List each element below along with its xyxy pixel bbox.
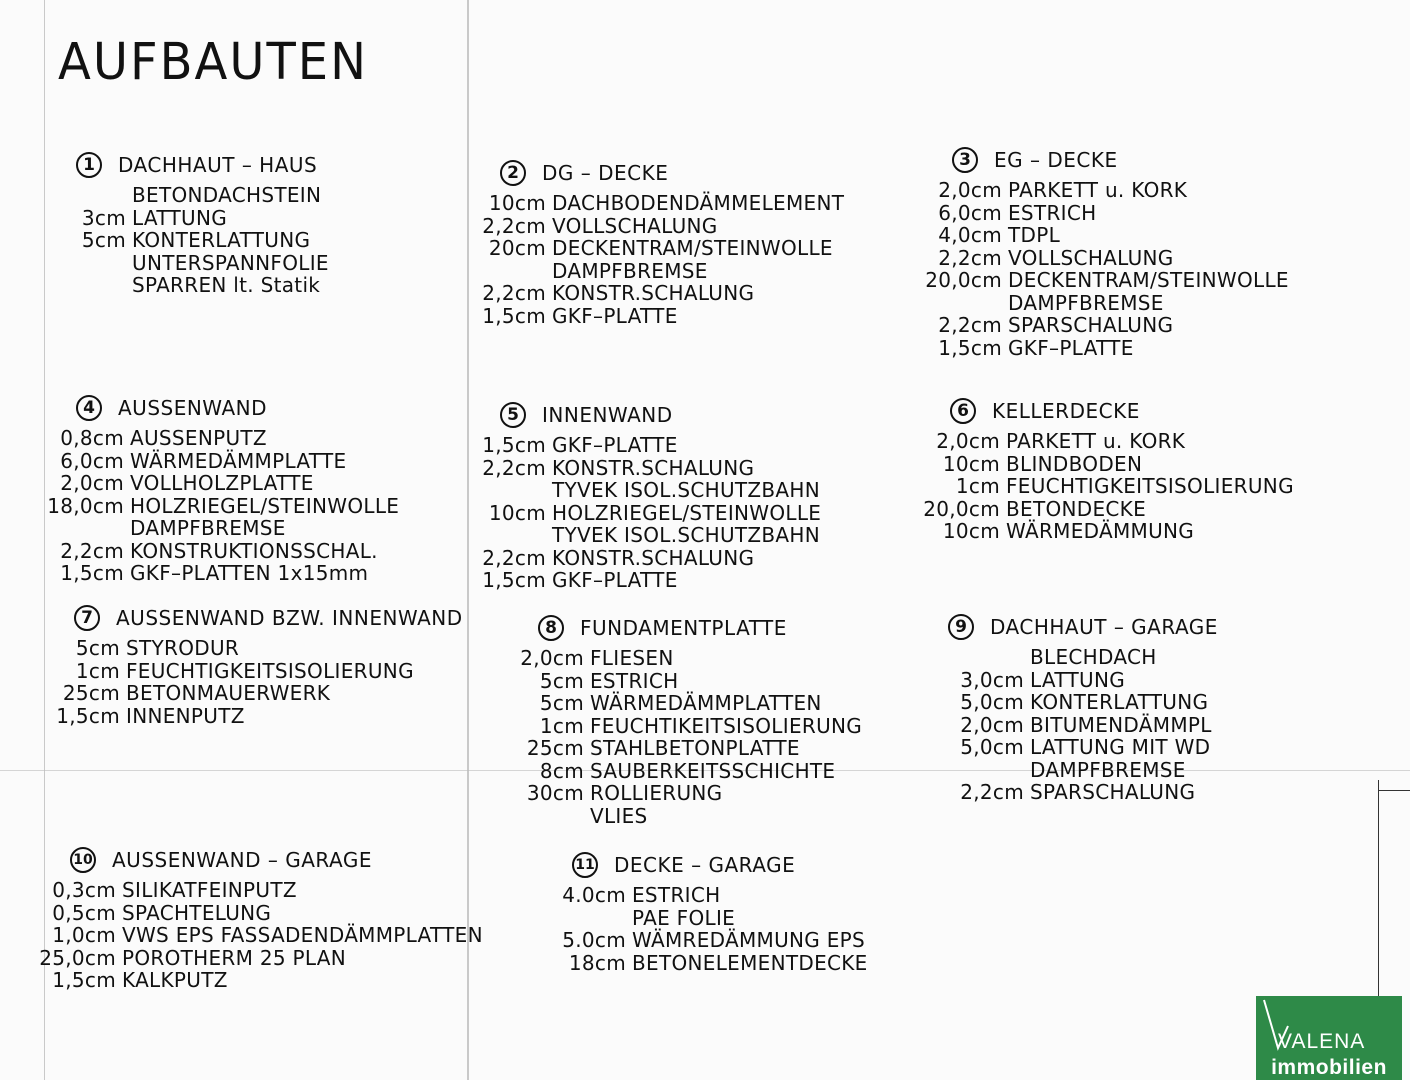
layer-row [548, 929, 868, 952]
layer-row [548, 884, 868, 907]
layer-material: ROLLIERUNG [590, 781, 723, 805]
layer-row [548, 952, 868, 975]
layer-row [478, 215, 844, 238]
layer-thickness: 5,0cm [960, 690, 1024, 714]
layer-row [470, 569, 821, 592]
layer-material: DAMPFBREMSE [1030, 757, 1186, 782]
layer-material: WÄRMEDÄMMUNG [1006, 519, 1195, 543]
layer-thickness: 10cm [488, 500, 546, 525]
layer-row [508, 805, 862, 828]
layer-thickness: 2,0cm [520, 646, 584, 670]
layer-row [904, 520, 1294, 543]
section-number-badge: 11 [572, 852, 598, 878]
section-number-badge: 9 [948, 614, 974, 640]
layer-material: DAMPFBREMSE [552, 258, 708, 283]
layer-row [928, 781, 1218, 804]
layer-material: FLIESEN [590, 646, 674, 670]
layer-thickness [478, 260, 552, 283]
layer-row [508, 692, 862, 715]
layer-row [40, 705, 463, 728]
section-number-badge: 1 [76, 152, 102, 178]
layer-row [38, 540, 399, 563]
layer-row [470, 547, 821, 570]
layer-material: SAUBERKEITSSCHICHTE [590, 758, 836, 783]
layer-thickness: 1cm [75, 658, 120, 683]
section-title-text: DACHHAUT – GARAGE [990, 614, 1218, 639]
section-title [904, 396, 1294, 426]
section-title-text: AUSSENWAND BZW. INNENWAND [116, 605, 463, 630]
layer-thickness [928, 759, 1030, 782]
layer-thickness: 2,2cm [482, 281, 546, 305]
layer-thickness: 2,2cm [60, 538, 124, 563]
layer-material: STAHLBETONPLATTE [590, 736, 800, 760]
layer-material: VOLLSCHALUNG [552, 213, 718, 238]
layer-row [928, 669, 1218, 692]
layer-material: DECKENTRAM/STEINWOLLE [552, 236, 833, 260]
section-10 [18, 845, 483, 992]
layer-material: DAMPFBREMSE [130, 516, 286, 540]
layer-thickness: 10cm [488, 191, 546, 215]
layer-material: KALKPUTZ [122, 968, 228, 992]
layer-row [478, 260, 844, 283]
layer-material: KONTERLATTUNG [132, 228, 311, 252]
frame-line [1378, 790, 1410, 791]
section-5 [470, 400, 821, 592]
layer-thickness: 2,2cm [938, 245, 1002, 270]
layer-row [478, 282, 844, 305]
layer-row [70, 274, 329, 297]
layer-thickness: 2,2cm [960, 780, 1024, 804]
section-4 [38, 393, 399, 585]
layer-material: PARKETT u. KORK [1006, 429, 1186, 453]
layer-row [906, 247, 1289, 270]
section-title [906, 145, 1289, 175]
layer-row [38, 450, 399, 473]
layer-thickness [70, 184, 132, 207]
layer-row [478, 237, 844, 260]
section-title-text: INNENWAND [542, 402, 673, 427]
layer-material: SPARSCHALUNG [1030, 780, 1196, 804]
layer-material: HOLZRIEGEL/STEINWOLLE [552, 500, 822, 525]
layer-row [928, 759, 1218, 782]
section-title-text: KELLERDECKE [992, 398, 1140, 423]
section-title [928, 612, 1218, 642]
layer-thickness: 18,0cm [47, 493, 124, 518]
layer-thickness: 5cm [539, 691, 584, 715]
layer-row [18, 924, 483, 947]
layer-row [906, 179, 1289, 202]
layer-thickness: 2,0cm [936, 429, 1000, 453]
layer-material: UNTERSPANNFOLIE [132, 250, 329, 275]
layer-thickness [928, 646, 1030, 669]
layer-row [70, 252, 329, 275]
layer-thickness: 30cm [526, 781, 584, 805]
valena-logo [1256, 996, 1402, 1080]
layer-material: STYRODUR [126, 636, 240, 660]
section-number-badge: 6 [950, 398, 976, 424]
layer-row [40, 660, 463, 683]
layer-material: SPARSCHALUNG [1008, 313, 1174, 337]
layer-thickness: 0,5cm [52, 900, 116, 925]
layer-row [508, 715, 862, 738]
layer-thickness: 10cm [942, 519, 1000, 543]
layer-row [906, 292, 1289, 315]
layer-thickness: 25cm [62, 681, 120, 705]
layer-row [508, 647, 862, 670]
layer-thickness: 2,0cm [938, 178, 1002, 202]
layer-row [904, 475, 1294, 498]
layer-row [18, 879, 483, 902]
section-1 [70, 150, 329, 297]
layer-thickness: 20cm [488, 236, 546, 260]
layer-thickness: 1,5cm [60, 561, 124, 585]
layer-material: WÄRMEDÄMMPLATTEN [590, 691, 822, 715]
layer-thickness: 1,5cm [482, 568, 546, 592]
layer-thickness [70, 252, 132, 275]
section-title [508, 613, 862, 643]
layer-row [70, 207, 329, 230]
section-number-badge: 5 [500, 402, 526, 428]
layer-thickness: 25cm [526, 736, 584, 760]
layer-thickness: 1,5cm [482, 433, 546, 457]
layer-row [70, 229, 329, 252]
layer-material: BETONDACHSTEIN [132, 183, 322, 207]
section-title [478, 158, 844, 188]
layer-row [470, 524, 821, 547]
layer-row [38, 495, 399, 518]
layer-thickness: 2,2cm [482, 455, 546, 480]
layer-material: KONSTR.SCHALUNG [552, 281, 755, 305]
section-number-badge: 8 [538, 615, 564, 641]
logo-name: VALENA [1278, 1030, 1366, 1053]
layer-material: TYVEK ISOL.SCHUTZBAHN [552, 478, 821, 502]
layer-row [38, 472, 399, 495]
layer-material: LATTUNG [1030, 667, 1126, 692]
layer-material: LATTUNG MIT WD [1030, 735, 1211, 759]
logo-sub: immobilien [1271, 1056, 1387, 1079]
layer-material: VLIES [590, 803, 648, 828]
layer-material: VOLLHOLZPLATTE [130, 471, 314, 495]
layer-material: VOLLSCHALUNG [1008, 245, 1174, 270]
layer-row [928, 691, 1218, 714]
layer-row [906, 337, 1289, 360]
layer-row [38, 562, 399, 585]
layer-thickness: 4.0cm [562, 883, 626, 907]
layer-material: BITUMENDÄMMPL [1030, 712, 1212, 737]
layer-thickness: 3cm [81, 205, 126, 230]
layer-row [508, 782, 862, 805]
layer-row [904, 430, 1294, 453]
section-title-text: DACHHAUT – HAUS [118, 152, 318, 177]
layer-thickness [548, 907, 632, 930]
layer-material: BETONELEMENTDECKE [632, 950, 868, 975]
layer-material: KONTERLATTUNG [1030, 690, 1209, 714]
layer-material: GKF–PLATTE [552, 303, 678, 328]
section-title [70, 150, 329, 180]
layer-material: SILIKATFEINPUTZ [122, 878, 297, 902]
layer-thickness: 8cm [539, 758, 584, 783]
section-title [40, 603, 463, 633]
page-title: AUFBAUTEN [58, 32, 369, 92]
section-number-badge: 2 [500, 160, 526, 186]
layer-thickness: 2,2cm [938, 313, 1002, 337]
layer-material: DECKENTRAM/STEINWOLLE [1008, 268, 1289, 292]
layer-thickness: 1,5cm [482, 303, 546, 328]
layer-row [470, 457, 821, 480]
layer-thickness: 20,0cm [925, 268, 1002, 292]
layer-material: ESTRICH [590, 668, 679, 693]
layer-row [478, 192, 844, 215]
layer-row [904, 498, 1294, 521]
section-title-text: DG – DECKE [542, 160, 669, 185]
layer-thickness: 0,8cm [60, 426, 124, 450]
layer-thickness: 3,0cm [960, 667, 1024, 692]
layer-row [478, 305, 844, 328]
layer-material: TYVEK ISOL.SCHUTZBAHN [552, 523, 821, 547]
layer-row [906, 314, 1289, 337]
section-9 [928, 612, 1218, 804]
layer-row [70, 184, 329, 207]
section-title [470, 400, 821, 430]
section-number-badge: 3 [952, 147, 978, 173]
layer-material: GKF–PLATTEN 1x15mm [130, 561, 369, 585]
section-number-badge: 7 [74, 605, 100, 631]
layer-row [928, 714, 1218, 737]
layer-thickness: 1cm [539, 713, 584, 738]
layer-thickness: 2,0cm [960, 712, 1024, 737]
layer-material: FEUCHTIKEITSISOLIERUNG [590, 713, 863, 738]
layer-material: SPACHTELUNG [122, 900, 272, 925]
layer-material: VWS EPS FASSADENDÄMMPLATTEN [122, 923, 483, 947]
layer-material: ESTRICH [632, 883, 721, 907]
layer-thickness: 2,2cm [482, 213, 546, 238]
section-number-badge: 4 [76, 395, 102, 421]
layer-material: HOLZRIEGEL/STEINWOLLE [130, 493, 400, 518]
layer-row [508, 737, 862, 760]
layer-thickness: 0,3cm [52, 878, 116, 902]
layer-material: TDPL [1008, 223, 1061, 247]
layer-thickness [906, 292, 1008, 315]
layer-row [38, 427, 399, 450]
layer-thickness: 10cm [942, 451, 1000, 476]
layer-material: BLINDBODEN [1006, 451, 1143, 476]
layer-thickness: 1,5cm [52, 968, 116, 992]
layer-material: LATTUNG [132, 205, 228, 230]
layer-thickness: 6,0cm [60, 448, 124, 473]
section-title-text: FUNDAMENTPLATTE [580, 615, 787, 640]
layer-thickness: 5.0cm [562, 928, 626, 952]
layer-thickness [470, 524, 552, 547]
layer-material: GKF–PLATTE [1008, 335, 1134, 360]
section-title-text: AUSSENWAND [118, 395, 268, 420]
layer-material: ESTRICH [1008, 200, 1097, 225]
layer-row [470, 434, 821, 457]
section-title-text: EG – DECKE [994, 147, 1118, 172]
layer-thickness: 4,0cm [938, 223, 1002, 247]
section-title-text: DECKE – GARAGE [614, 852, 796, 877]
layer-material: INNENPUTZ [126, 703, 245, 728]
layer-row [904, 453, 1294, 476]
layer-thickness: 1,5cm [938, 335, 1002, 360]
layer-material: DAMPFBREMSE [1008, 290, 1164, 315]
layer-material: PAE FOLIE [632, 905, 736, 930]
layer-thickness: 5cm [81, 228, 126, 252]
layer-thickness [470, 479, 552, 502]
layer-thickness: 1,0cm [52, 923, 116, 947]
layer-thickness: 6,0cm [938, 200, 1002, 225]
layer-material: BETONMAUERWERK [126, 681, 331, 705]
layer-row [40, 637, 463, 660]
layer-row [906, 202, 1289, 225]
section-11 [548, 850, 868, 974]
layer-thickness [70, 274, 132, 297]
layer-material: FEUCHTIGKEITSISOLIERUNG [126, 658, 414, 683]
layer-thickness: 25,0cm [39, 945, 116, 970]
layer-material: DACHBODENDÄMMELEMENT [552, 191, 845, 215]
layer-row [470, 479, 821, 502]
layer-material: KONSTRUKTIONSSCHAL. [130, 538, 378, 563]
layer-row [508, 670, 862, 693]
layer-row [18, 969, 483, 992]
layer-material: POROTHERM 25 PLAN [122, 945, 347, 970]
section-7 [40, 603, 463, 727]
layer-row [40, 682, 463, 705]
layer-row [928, 646, 1218, 669]
layer-row [928, 736, 1218, 759]
layer-row [470, 502, 821, 525]
layer-material: KONSTR.SCHALUNG [552, 545, 755, 570]
layer-thickness: 2,2cm [482, 545, 546, 570]
layer-thickness: 2,0cm [60, 471, 124, 495]
layer-material: WÄRMEDÄMMPLATTE [130, 448, 347, 473]
layer-thickness: 5,0cm [960, 735, 1024, 759]
layer-material: PARKETT u. KORK [1008, 178, 1188, 202]
layer-row [906, 224, 1289, 247]
layer-material: WÄMREDÄMMUNG EPS [632, 928, 866, 952]
layer-material: AUSSENPUTZ [130, 426, 267, 450]
layer-thickness: 1,5cm [56, 703, 120, 728]
layer-thickness [508, 805, 590, 828]
section-3 [906, 145, 1289, 359]
layer-row [18, 947, 483, 970]
section-title [548, 850, 868, 880]
layer-row [38, 517, 399, 540]
section-title [38, 393, 399, 423]
layer-material: SPARREN lt. Statik [132, 273, 321, 297]
layer-material: GKF–PLATTE [552, 568, 678, 592]
layer-material: FEUCHTIGKEITSISOLIERUNG [1006, 474, 1294, 498]
section-title [18, 845, 483, 875]
layer-material: KONSTR.SCHALUNG [552, 455, 755, 480]
layer-thickness [38, 517, 130, 540]
section-8 [508, 613, 862, 827]
section-2 [478, 158, 844, 327]
section-title-text: AUSSENWAND – GARAGE [112, 847, 372, 872]
layer-thickness: 1cm [955, 474, 1000, 498]
layer-row [548, 907, 868, 930]
layer-material: GKF–PLATTE [552, 433, 678, 457]
section-6 [904, 396, 1294, 543]
layer-thickness: 18cm [568, 950, 626, 975]
layer-material: BETONDECKE [1006, 496, 1147, 521]
section-number-badge: 10 [70, 847, 96, 873]
layer-row [906, 269, 1289, 292]
layer-thickness: 5cm [539, 668, 584, 693]
layer-thickness: 5cm [75, 636, 120, 660]
layer-thickness: 20,0cm [923, 496, 1000, 521]
layer-row [508, 760, 862, 783]
layer-material: BLECHDACH [1030, 645, 1157, 669]
layer-row [18, 902, 483, 925]
